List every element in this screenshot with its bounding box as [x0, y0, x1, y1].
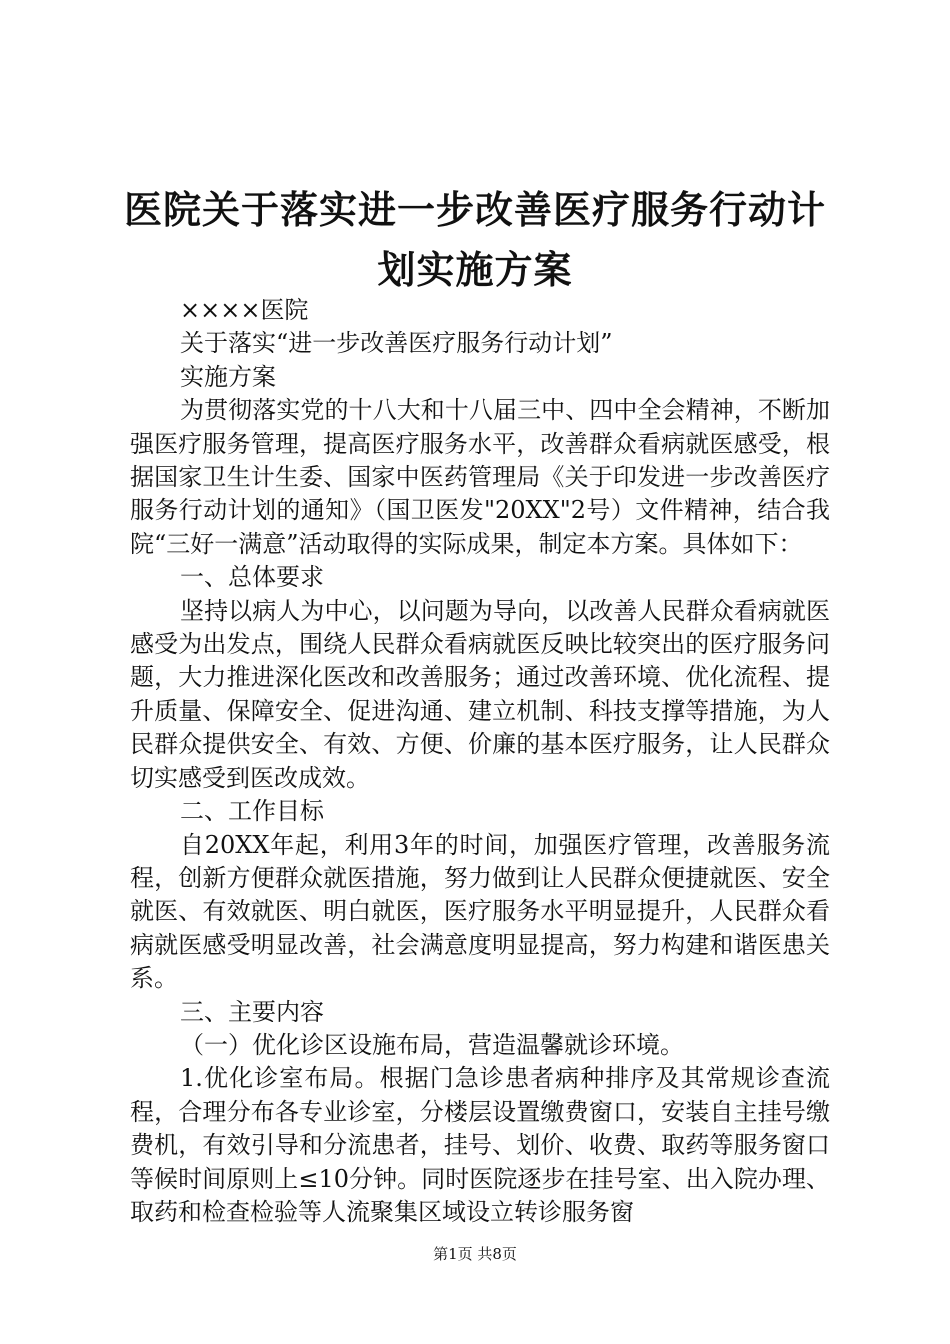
section-heading-1: 一、总体要求 — [180, 563, 324, 592]
section-heading-3: 三、主要内容 — [180, 997, 324, 1026]
paragraph-item-1: 1.优化诊室布局。根据门急诊患者病种排序及其常规诊查流程，合理分布各专业诊室，分楼层设置缴费窗口，安装自主挂号缴费机，有效引导和分流患者，挂号、划价、收费、取药等服务窗口等候时间原则上≤10分钟。同时医院逐步在挂号室、出入院办理、取药和检查检验等人流聚集区域设立转诊服务窗 — [130, 1064, 830, 1226]
document-title: 医院关于落实进一步改善医疗服务行动计划实施方案 — [123, 188, 826, 292]
paragraph-goals: 自20XX年起，利用3年的时间，加强医疗管理，改善服务流程，创新方便群众就医措施，努力做到让人民群众便捷就医、安全就医、有效就医、明白就医，医疗服务水平明显提升，人民群众看病就医感受明显改善，社会满意度明显提高，努力构建和谐医患关系。 — [130, 830, 830, 993]
subsection-heading-1: （一）优化诊区设施布局，营造温馨就诊环境。 — [180, 1030, 684, 1059]
paragraph-doc-type: 实施方案 — [180, 362, 276, 391]
paragraph-subject: 关于落实“进一步改善医疗服务行动计划” — [180, 329, 613, 358]
paragraph-requirements: 坚持以病人为中心，以问题为导向，以改善人民群众看病就医感受为出发点，围绕人民群众看病就医反映比较突出的医疗服务问题，大力推进深化医改和改善服务；通过改善环境、优化流程、提升质量、保障安全、促进沟通、建立机制、科技支撑等措施，为人民群众提供安全、有效、方便、价廉的基本医疗服务，让人民群众切实感受到医改成效。 — [130, 596, 830, 792]
paragraph-intro: 为贯彻落实党的十八大和十八届三中、四中全会精神，不断加强医疗服务管理，提高医疗服务水平，改善群众看病就医感受，根据国家卫生计生委、国家中医药管理局《关于印发进一步改善医疗服务行动计划的通知》（国卫医发"20XX"2号）文件精神，结合我院“三好一满意”活动取得的实际成果，制定本方案。具体如下： — [130, 396, 830, 558]
section-heading-2: 二、工作目标 — [180, 797, 324, 826]
page-footer: 第1页 共8页 — [433, 1245, 517, 1263]
document-body — [130, 294, 830, 1229]
paragraph-hospital-name: ××××医院 — [180, 296, 309, 324]
